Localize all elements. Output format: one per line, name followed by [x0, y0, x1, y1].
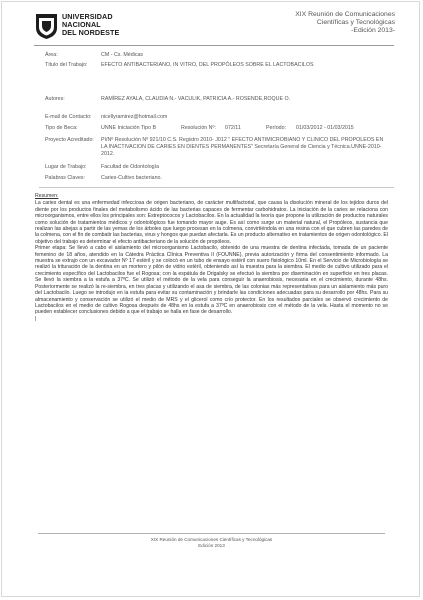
- abstract-paragraph-1: La caries dental es una enfermedad infecciosa de origen bacteriano, de carácter multifactorial, que causa la disolución mineral de los tejidos duros del diente por los productos finales del metabolismo ácido de las bacterias capaces de fermentar carbohidratos. La iniciación de la caries se relaciona con microorganismos, entre ellos los principales son: Estreptococos y Lactobacilos. En la actualidad la teoría que propone la utilización de productos naturales como solución de tratamientos médicos y odontológicos fue tomando mayor auge. Es así como surge un material natural, el Propóleos, sustancia que realizan las abejas a partir de las yemas de los árboles que luego procesan en la colmena, convirtiéndola en una resina con el que cubren las paredes de la colmena, con el fin de combatir las bacterias, virus y hongos que puedan afectarla. Es un producto alternativo en tratamientos de origen odontológico. El objetivo del trabajo es determinar el efecto antibacteriano de la solución de propóleos.: [35, 200, 388, 245]
- workplace-label: Lugar de Trabajo:: [45, 164, 87, 170]
- header-divider: [34, 45, 394, 46]
- authors-label: Autores:: [45, 96, 65, 102]
- resolution-value: 072/11: [225, 125, 241, 131]
- keywords-label: Palabras Claves:: [45, 175, 86, 181]
- keywords-value: Caries-Cultivo bacteriano.: [101, 175, 162, 181]
- footer-divider: [38, 533, 385, 534]
- university-name-line-1: UNIVERSIDAD: [62, 12, 113, 21]
- area-value: CM - Cs. Médicas: [101, 52, 144, 58]
- abstract-paragraph-2: Primer etapa: Se llevó a cabo el aislamiento del microorganismo Lactobacilo, obtenido de una muestra de dentina infectada, tomada de un paciente femenino de 18 años, atendido en la Cátedra Práctica Clínica Preventiva II (FOUNNE), previa autorización y firma del consentimiento informado. La muestra se extrajo con un excavador Nº 17 estéril y se colocó en un tubo de ensayo estéril con suero fisiológico 10ml. En el Servicio de Microbiología se realizó la trituración de la dentina en un mortero y pilón de vidrio estéril, obteniendo así la muestra para la siembra. El medio de cultivo utilizado para el crecimiento específico del Lactobacilos fue el Rogosa; con la espátula de Drigalsky se efectuó la siembra por diseminación en superficie en tres placas. Se llevó la siembra a la estufa a 37ºC. Se utilizó el método de la vela para conseguir la anaerobiosis, necesaria en el crecimiento, durante 48hs. Posteriormente se realizó la re-siembra, en tres placas y utilizando el asa de siembra, de las colonias más representativas para un aislamiento más puro del Lactobacilo. Luego se introdujo en la estufa para evitar su contaminación y brindarle las condiciones adecuadas para su desarrollo por 48hs. Para su almacenamiento y conservación se utilizó el medio de MRS y el glicerol como crio protector. En los resultados parciales se observó crecimiento de Lactobacilos en el medio de cultivo Rogosa después de 48hs en la estufa a 37ºC en anaerobiosis con el método de la vela. Hasta el momento no se pueden establecer conclusiones debido a que el trabajo se halla en fase de desarrollo.: [35, 245, 388, 316]
- university-seal-icon: [34, 12, 59, 40]
- title-value: EFECTO ANTIBACTERIANO, IN VITRO, DEL PROPÓLEOS SOBRE EL LACTOBACILOS: [101, 62, 314, 68]
- conference-title-line-1: XIX Reunión de Comunicaciones: [295, 11, 395, 18]
- university-name-line-3: DEL NORDESTE: [62, 28, 120, 38]
- project-value: PI/Nº Resolución Nº 921/10 C.S. Registro 2010- J012 " EFECTO ANTIMICROBIANO Y CLINICO DEL PROPOLEOS EN LA INACTIVACION DE CARIES EN DIENTES PERMANENTES" Secretaría General de Ciencia y Técnica.UNNE-2010-2012.: [101, 137, 384, 157]
- abstract-title: Resumen:: [35, 193, 59, 199]
- title-label: Título del Trabajo:: [45, 62, 88, 68]
- abstract: [35, 193, 388, 322]
- footer: [0, 537, 423, 548]
- email-value: nicellyramirez@hotmail.com: [101, 114, 168, 120]
- grant-type-label: Tipo de Beca:: [45, 125, 78, 131]
- fields-divider: [39, 187, 394, 188]
- workplace-value: Facultad de Odontología: [101, 164, 160, 170]
- text-cursor: |: [35, 315, 37, 322]
- project-label: Proyecto Acreditado:: [45, 137, 94, 143]
- email-label: E-mail de Contacto:: [45, 114, 92, 120]
- university-logo: [34, 10, 144, 44]
- period-value: 01/03/2012 - 01/03/2015: [296, 125, 354, 131]
- conference-title: [295, 11, 395, 36]
- area-label: Área:: [45, 52, 58, 58]
- period-label: Período:: [266, 125, 287, 131]
- footer-line-2: Edición 2013: [198, 542, 225, 548]
- grant-type-value: UNNE Iniciación Tipo B: [101, 125, 157, 131]
- conference-title-line-2: Científicas y Tecnológicas: [316, 19, 395, 27]
- footer-line-1: XIX Reunión de Comunicaciones Científicas y Tecnológicas: [150, 537, 273, 542]
- authors-value: RAMÍREZ AYALA, CLAUDIA N.- VACULIK, PATRICIA A.- ROSENDE,ROQUE O.: [101, 96, 291, 102]
- university-name: [62, 13, 119, 38]
- university-name-line-2: NACIONAL: [62, 20, 101, 30]
- resolution-label: Resolución Nº:: [181, 125, 216, 131]
- conference-edition: -Edición 2013-: [351, 27, 395, 35]
